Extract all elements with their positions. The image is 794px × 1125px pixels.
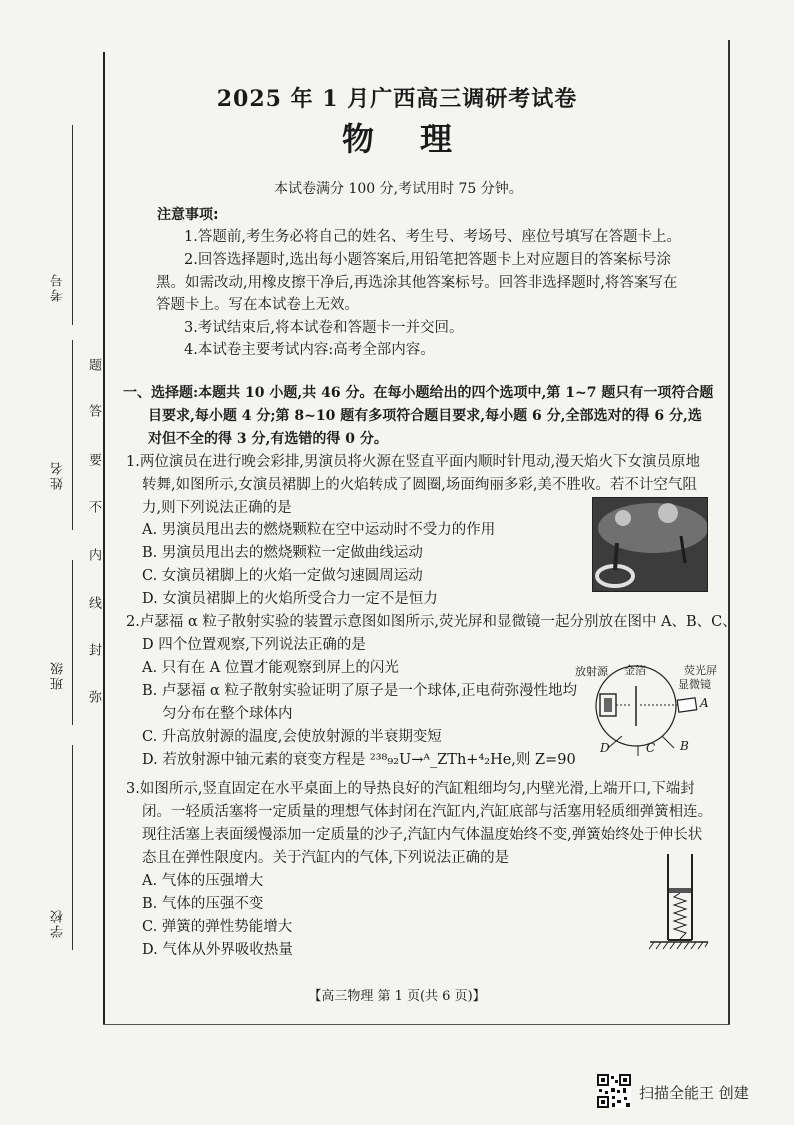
q2-stem: 2.卢瑟福 α 粒子散射实验的装置示意图如图所示,荧光屏和显微镜一起分别放在图中 A、B、C、 [126, 614, 737, 630]
school-fill-line [72, 745, 73, 950]
exam-no-label: 考号 [51, 272, 66, 302]
q1-option-a: A. 男演员甩出去的燃烧颗粒在空中运动时不受力的作用 [142, 522, 496, 538]
diagram-label-c: C [646, 741, 656, 755]
q1-stem: 1.两位演员在进行晚会彩排,男演员将火源在竖直平面内顺时针甩动,漫天焰火下女演员原地 [126, 454, 701, 470]
school-label: 学校 [51, 908, 66, 938]
q3-option-c: C. 弹簧的弹性势能增大 [142, 919, 293, 935]
class-label: 班级 [51, 660, 66, 690]
q1-option-b: B. 男演员甩出去的燃烧颗粒一定做曲线运动 [142, 545, 423, 561]
seal-char: 题 [86, 358, 101, 373]
q1-option-d: D. 女演员裙脚上的火焰所受合力一定不是恒力 [142, 591, 438, 607]
qr-code-icon [597, 1074, 631, 1108]
bottom-border-line [103, 1024, 730, 1025]
notes-heading: 注意事项: [157, 207, 219, 223]
seal-char: 线 [86, 596, 101, 611]
q3-stem: 态且在弹性限度内。关于汽缸内的气体,下列说法正确的是 [142, 850, 510, 866]
q2-option-d: D. 若放射源中铀元素的衰变方程是 ²³⁸₉₂U→ᴬ_ZTh+⁴₂He,则 Z=90 [142, 752, 576, 768]
q1-option-c: C. 女演员裙脚上的火焰一定做匀速圆周运动 [142, 568, 423, 584]
section-instruction: 一、选择题:本题共 10 小题,共 46 分。在每小题给出的四个选项中,第 1~7 题只有一项符合题 [123, 385, 714, 401]
cylinder-spring-diagram [646, 852, 712, 954]
notes-line: 1.答题前,考生务必将自己的姓名、考生号、考场号、座位号填写在答题卡上。 [184, 229, 681, 245]
name-fill-line [72, 340, 73, 530]
binding-border-line [103, 52, 105, 1024]
q3-option-a: A. 气体的压强增大 [142, 873, 264, 889]
seal-char: 弥 [86, 690, 101, 705]
right-border-line [728, 40, 730, 1025]
subject-title: 物理 [341, 120, 498, 158]
section-instruction: 对但不全的得 3 分,有选错的得 0 分。 [148, 431, 388, 447]
diagram-label-screen: 荧光屏 [684, 664, 717, 677]
q1-stem: 力,则下列说法正确的是 [142, 500, 292, 516]
q3-option-b: B. 气体的压强不变 [142, 896, 264, 912]
diagram-label-d: D [600, 741, 610, 755]
seal-char: 封 [86, 643, 101, 658]
notes-line: 2.回答选择题时,选出每小题答案后,用铅笔把答题卡上对应题目的答案标号涂 [184, 252, 672, 268]
seal-char: 要 [86, 453, 101, 468]
watermark-text: 扫描全能王 创建 [639, 1084, 749, 1102]
q2-option-b-cont: 匀分布在整个球体内 [162, 706, 293, 722]
score-info: 本试卷满分 100 分,考试用时 75 分钟。 [274, 181, 523, 197]
diagram-label-source: 放射源 [575, 665, 608, 678]
seal-char: 不 [86, 500, 101, 515]
notes-line: 4.本试卷主要考试内容:高考全部内容。 [184, 342, 435, 358]
fire-photo-illustration [593, 498, 707, 591]
name-label: 姓名 [51, 460, 66, 490]
exam-title: 2025 年 1 月广西高三调研考试卷 [216, 86, 578, 112]
q3-stem: 闭。一轻质活塞将一定质量的理想气体封闭在汽缸内,汽缸底部与活塞用轻质细弹簧相连。 [142, 804, 713, 820]
class-fill-line [72, 560, 73, 725]
diagram-label-a: A [700, 696, 709, 710]
page-footer: 【高三物理 第 1 页(共 6 页)】 [308, 989, 486, 1004]
notes-line: 3.考试结束后,将本试卷和答题卡一并交回。 [184, 320, 464, 336]
scanner-watermark [597, 1074, 777, 1114]
seal-char: 内 [86, 548, 101, 563]
q3-stem: 3.如图所示,竖直固定在水平桌面上的导热良好的汽缸粗细均匀,内壁光滑,上端开口,下端封 [126, 781, 695, 797]
q1-stem: 转舞,如图所示,女演员裙脚上的火焰转成了圆圈,场面绚丽多彩,美不胜收。若不计空气阻 [142, 477, 697, 493]
q3-stem: 现往活塞上表面缓慢添加一定质量的沙子,汽缸内气体温度始终不变,弹簧始终处于伸长状 [142, 827, 703, 843]
q2-option-c: C. 升高放射源的温度,会使放射源的半衰期变短 [142, 729, 442, 745]
section-instruction: 目要求,每小题 4 分;第 8~10 题有多项符合题目要求,每小题 6 分,全部选对的得 6 分,选 [148, 408, 702, 424]
q2-stem: D 四个位置观察,下列说法正确的是 [142, 637, 366, 653]
notes-line: 黑。如需改动,用橡皮擦干净后,再选涂其他答案标号。回答非选择题时,将答案写在 [156, 275, 678, 291]
diagram-label-b: B [680, 739, 689, 753]
seal-char: 答 [86, 404, 101, 419]
diagram-label-foil: 金箔 [624, 664, 646, 677]
q2-option-b: B. 卢瑟福 α 粒子散射实验证明了原子是一个球体,正电荷弥漫性地均 [142, 683, 577, 699]
notes-line: 答题卡上。写在本试卷上无效。 [156, 297, 359, 313]
q3-option-d: D. 气体从外界吸收热量 [142, 942, 293, 958]
diagram-label-microscope: 显微镜 [678, 678, 711, 691]
performer-fire-photo [592, 497, 708, 592]
q2-option-a: A. 只有在 A 位置才能观察到屏上的闪光 [142, 660, 399, 676]
